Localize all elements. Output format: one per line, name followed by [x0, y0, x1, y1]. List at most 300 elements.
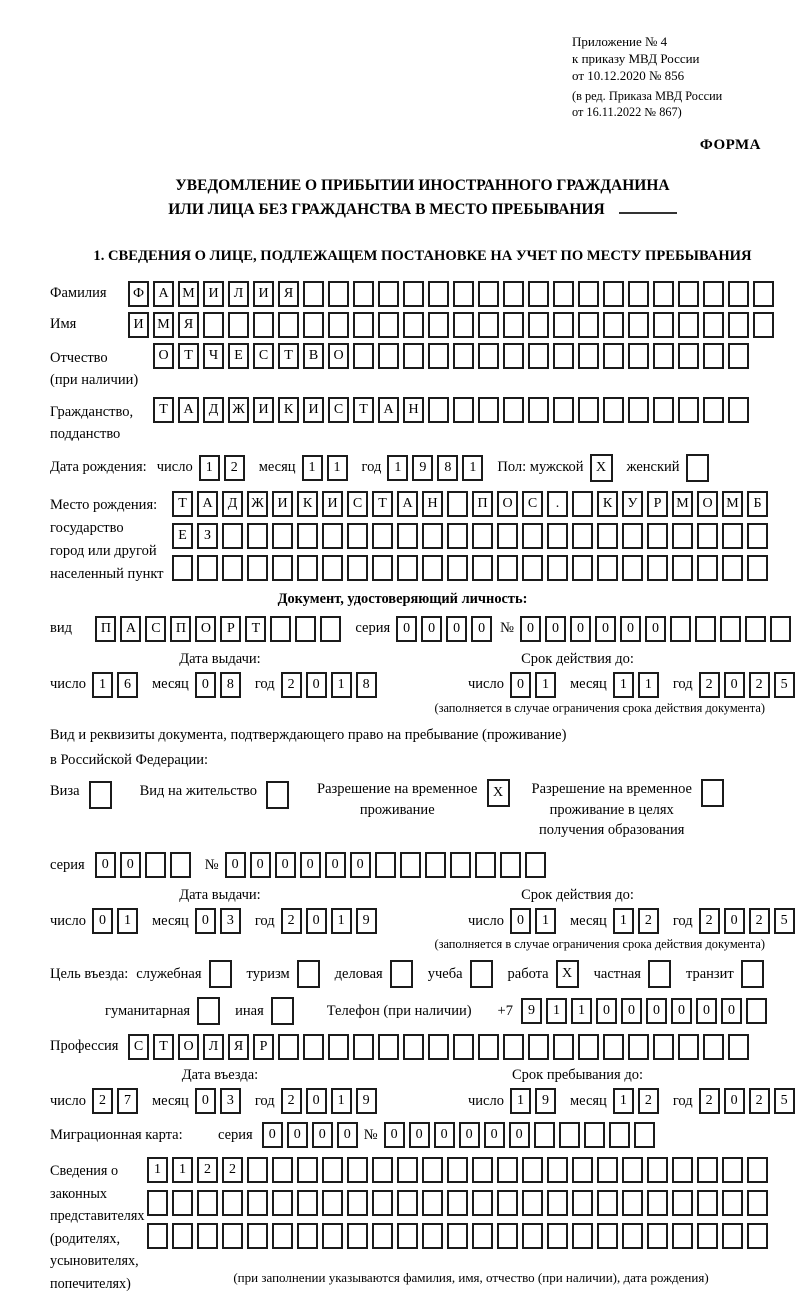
char-box[interactable]: 0	[287, 1122, 308, 1148]
char-box[interactable]: Т	[353, 397, 374, 423]
char-box[interactable]: 9	[535, 1088, 556, 1114]
char-box[interactable]: Е	[228, 343, 249, 369]
char-box[interactable]	[672, 1157, 693, 1183]
char-box[interactable]: А	[178, 397, 199, 423]
char-box[interactable]	[647, 1223, 668, 1249]
char-box[interactable]: Р	[647, 491, 668, 517]
char-box[interactable]	[647, 1190, 668, 1216]
char-box[interactable]	[547, 1190, 568, 1216]
char-box[interactable]	[450, 852, 471, 878]
char-box[interactable]	[497, 1190, 518, 1216]
char-box[interactable]	[478, 281, 499, 307]
char-box[interactable]	[747, 555, 768, 581]
char-box[interactable]: Я	[178, 312, 199, 338]
char-box[interactable]: 1	[613, 1088, 634, 1114]
char-box[interactable]: П	[472, 491, 493, 517]
char-box[interactable]	[297, 1190, 318, 1216]
char-box[interactable]: 0	[312, 1122, 333, 1148]
char-box[interactable]: 0	[120, 852, 141, 878]
char-box[interactable]: И	[253, 281, 274, 307]
char-box[interactable]	[503, 343, 524, 369]
char-box[interactable]	[634, 1122, 655, 1148]
char-box[interactable]: И	[253, 397, 274, 423]
char-box[interactable]	[378, 312, 399, 338]
char-box[interactable]	[728, 312, 749, 338]
char-box[interactable]	[722, 1157, 743, 1183]
char-box[interactable]: 0	[721, 998, 742, 1024]
char-box[interactable]	[653, 312, 674, 338]
char-box[interactable]: Т	[245, 616, 266, 642]
char-box[interactable]	[572, 523, 593, 549]
char-box[interactable]: А	[397, 491, 418, 517]
char-box[interactable]: Т	[172, 491, 193, 517]
char-box[interactable]	[547, 523, 568, 549]
char-box[interactable]: 2	[749, 1088, 770, 1114]
char-box[interactable]: 2	[197, 1157, 218, 1183]
char-box[interactable]: 0	[459, 1122, 480, 1148]
char-box[interactable]	[447, 1157, 468, 1183]
char-box[interactable]: 0	[724, 908, 745, 934]
char-box[interactable]: Д	[203, 397, 224, 423]
char-box[interactable]: О	[328, 343, 349, 369]
char-box[interactable]: Е	[172, 523, 193, 549]
option-humanitarian-checkbox[interactable]	[197, 997, 220, 1025]
char-box[interactable]: 1	[638, 672, 659, 698]
char-box[interactable]	[428, 343, 449, 369]
char-box[interactable]: Н	[422, 491, 443, 517]
char-box[interactable]: 1	[462, 455, 483, 481]
char-box[interactable]	[353, 312, 374, 338]
char-box[interactable]	[447, 491, 468, 517]
char-box[interactable]: 6	[117, 672, 138, 698]
char-box[interactable]: 0	[509, 1122, 530, 1148]
char-box[interactable]	[328, 281, 349, 307]
char-box[interactable]	[372, 1157, 393, 1183]
char-box[interactable]: 2	[224, 455, 245, 481]
option-tourism-checkbox[interactable]	[297, 960, 320, 988]
char-box[interactable]: 0	[409, 1122, 430, 1148]
char-box[interactable]	[147, 1223, 168, 1249]
char-box[interactable]	[447, 523, 468, 549]
char-box[interactable]: Ф	[128, 281, 149, 307]
char-box[interactable]	[403, 312, 424, 338]
char-box[interactable]: Т	[178, 343, 199, 369]
char-box[interactable]	[145, 852, 166, 878]
char-box[interactable]	[278, 1034, 299, 1060]
char-box[interactable]	[478, 343, 499, 369]
char-box[interactable]	[453, 397, 474, 423]
char-box[interactable]	[422, 1157, 443, 1183]
char-box[interactable]: 0	[724, 1088, 745, 1114]
char-box[interactable]	[172, 1223, 193, 1249]
char-box[interactable]	[672, 523, 693, 549]
char-box[interactable]	[678, 312, 699, 338]
char-box[interactable]	[472, 1157, 493, 1183]
char-box[interactable]	[578, 343, 599, 369]
char-box[interactable]	[428, 312, 449, 338]
char-box[interactable]	[528, 343, 549, 369]
char-box[interactable]: 9	[412, 455, 433, 481]
char-box[interactable]	[578, 312, 599, 338]
char-box[interactable]	[247, 1157, 268, 1183]
char-box[interactable]	[270, 616, 291, 642]
char-box[interactable]: А	[120, 616, 141, 642]
char-box[interactable]	[603, 397, 624, 423]
char-box[interactable]: 2	[281, 908, 302, 934]
char-box[interactable]: 1	[117, 908, 138, 934]
char-box[interactable]: 0	[434, 1122, 455, 1148]
char-box[interactable]	[747, 523, 768, 549]
char-box[interactable]	[697, 555, 718, 581]
char-box[interactable]	[272, 523, 293, 549]
char-box[interactable]	[653, 397, 674, 423]
char-box[interactable]	[722, 555, 743, 581]
char-box[interactable]: З	[197, 523, 218, 549]
char-box[interactable]: У	[622, 491, 643, 517]
char-box[interactable]	[428, 397, 449, 423]
char-box[interactable]: С	[347, 491, 368, 517]
char-box[interactable]: 1	[327, 455, 348, 481]
char-box[interactable]	[747, 1190, 768, 1216]
char-box[interactable]	[500, 852, 521, 878]
char-box[interactable]	[703, 281, 724, 307]
char-box[interactable]: 0	[595, 616, 616, 642]
char-box[interactable]	[403, 281, 424, 307]
char-box[interactable]: 0	[195, 672, 216, 698]
char-box[interactable]	[272, 1157, 293, 1183]
char-box[interactable]	[628, 397, 649, 423]
char-box[interactable]	[400, 852, 421, 878]
char-box[interactable]: 0	[570, 616, 591, 642]
char-box[interactable]: 8	[356, 672, 377, 698]
char-box[interactable]	[478, 397, 499, 423]
char-box[interactable]	[622, 1190, 643, 1216]
char-box[interactable]: Т	[372, 491, 393, 517]
char-box[interactable]: 0	[384, 1122, 405, 1148]
char-box[interactable]	[497, 1223, 518, 1249]
char-box[interactable]: 2	[749, 672, 770, 698]
char-box[interactable]	[522, 1190, 543, 1216]
char-box[interactable]: 2	[699, 908, 720, 934]
char-box[interactable]	[553, 397, 574, 423]
char-box[interactable]: 0	[520, 616, 541, 642]
char-box[interactable]	[722, 1223, 743, 1249]
char-box[interactable]	[295, 616, 316, 642]
char-box[interactable]	[522, 555, 543, 581]
char-box[interactable]	[678, 397, 699, 423]
char-box[interactable]	[278, 312, 299, 338]
char-box[interactable]: 1	[571, 998, 592, 1024]
char-box[interactable]	[746, 998, 767, 1024]
char-box[interactable]: С	[522, 491, 543, 517]
char-box[interactable]	[528, 281, 549, 307]
char-box[interactable]: С	[253, 343, 274, 369]
char-box[interactable]	[720, 616, 741, 642]
char-box[interactable]	[497, 523, 518, 549]
char-box[interactable]: О	[195, 616, 216, 642]
char-box[interactable]	[695, 616, 716, 642]
char-box[interactable]: 1	[331, 908, 352, 934]
char-box[interactable]	[197, 1190, 218, 1216]
char-box[interactable]: 8	[437, 455, 458, 481]
char-box[interactable]	[578, 1034, 599, 1060]
char-box[interactable]	[425, 852, 446, 878]
char-box[interactable]	[303, 312, 324, 338]
char-box[interactable]	[747, 1157, 768, 1183]
char-box[interactable]	[372, 555, 393, 581]
char-box[interactable]	[553, 281, 574, 307]
char-box[interactable]	[378, 281, 399, 307]
option-transit-checkbox[interactable]	[741, 960, 764, 988]
char-box[interactable]	[197, 1223, 218, 1249]
char-box[interactable]	[222, 555, 243, 581]
char-box[interactable]: 1	[387, 455, 408, 481]
char-box[interactable]	[472, 555, 493, 581]
char-box[interactable]	[422, 1223, 443, 1249]
char-box[interactable]: И	[203, 281, 224, 307]
char-box[interactable]	[572, 1223, 593, 1249]
char-box[interactable]	[397, 1223, 418, 1249]
char-box[interactable]	[572, 1157, 593, 1183]
char-box[interactable]: 0	[306, 1088, 327, 1114]
char-box[interactable]	[272, 555, 293, 581]
char-box[interactable]: 1	[199, 455, 220, 481]
char-box[interactable]: 0	[92, 908, 113, 934]
char-box[interactable]: А	[197, 491, 218, 517]
char-box[interactable]	[628, 281, 649, 307]
char-box[interactable]	[447, 555, 468, 581]
char-box[interactable]	[622, 523, 643, 549]
char-box[interactable]: Н	[403, 397, 424, 423]
char-box[interactable]	[703, 343, 724, 369]
char-box[interactable]: 1	[535, 908, 556, 934]
char-box[interactable]: С	[328, 397, 349, 423]
char-box[interactable]: 5	[774, 672, 795, 698]
char-box[interactable]: И	[322, 491, 343, 517]
option-other-checkbox[interactable]	[271, 997, 294, 1025]
char-box[interactable]	[403, 1034, 424, 1060]
char-box[interactable]	[253, 312, 274, 338]
char-box[interactable]	[247, 1190, 268, 1216]
char-box[interactable]: В	[303, 343, 324, 369]
char-box[interactable]: 1	[535, 672, 556, 698]
char-box[interactable]	[297, 1157, 318, 1183]
char-box[interactable]	[422, 1190, 443, 1216]
char-box[interactable]: 1	[613, 672, 634, 698]
char-box[interactable]	[603, 312, 624, 338]
char-box[interactable]	[628, 312, 649, 338]
char-box[interactable]	[478, 1034, 499, 1060]
char-box[interactable]: М	[178, 281, 199, 307]
char-box[interactable]	[422, 523, 443, 549]
char-box[interactable]: 1	[172, 1157, 193, 1183]
char-box[interactable]	[347, 1190, 368, 1216]
char-box[interactable]	[447, 1190, 468, 1216]
char-box[interactable]: П	[170, 616, 191, 642]
char-box[interactable]	[528, 397, 549, 423]
checkbox-cell[interactable]	[686, 454, 709, 482]
char-box[interactable]: Я	[228, 1034, 249, 1060]
char-box[interactable]	[647, 555, 668, 581]
char-box[interactable]	[378, 1034, 399, 1060]
char-box[interactable]	[722, 523, 743, 549]
char-box[interactable]	[534, 1122, 555, 1148]
char-box[interactable]: Т	[153, 1034, 174, 1060]
char-box[interactable]: 2	[281, 672, 302, 698]
char-box[interactable]	[728, 281, 749, 307]
char-box[interactable]	[347, 1157, 368, 1183]
char-box[interactable]	[322, 1223, 343, 1249]
char-box[interactable]	[497, 1157, 518, 1183]
char-box[interactable]: 8	[220, 672, 241, 698]
char-box[interactable]	[297, 1223, 318, 1249]
char-box[interactable]	[397, 555, 418, 581]
char-box[interactable]: 1	[302, 455, 323, 481]
char-box[interactable]	[478, 312, 499, 338]
char-box[interactable]	[472, 1223, 493, 1249]
char-box[interactable]	[353, 281, 374, 307]
option-business-checkbox[interactable]	[390, 960, 413, 988]
char-box[interactable]: 0	[195, 908, 216, 934]
char-box[interactable]	[475, 852, 496, 878]
char-box[interactable]	[522, 523, 543, 549]
char-box[interactable]: М	[672, 491, 693, 517]
char-box[interactable]: 1	[613, 908, 634, 934]
char-box[interactable]	[197, 555, 218, 581]
char-box[interactable]: 0	[275, 852, 296, 878]
char-box[interactable]: 0	[262, 1122, 283, 1148]
char-box[interactable]	[603, 1034, 624, 1060]
char-box[interactable]: К	[597, 491, 618, 517]
char-box[interactable]	[647, 1157, 668, 1183]
char-box[interactable]: М	[722, 491, 743, 517]
char-box[interactable]: 0	[325, 852, 346, 878]
char-box[interactable]	[528, 312, 549, 338]
char-box[interactable]	[147, 1190, 168, 1216]
char-box[interactable]	[222, 1223, 243, 1249]
char-box[interactable]	[670, 616, 691, 642]
char-box[interactable]	[347, 523, 368, 549]
char-box[interactable]	[722, 1190, 743, 1216]
char-box[interactable]: .	[547, 491, 568, 517]
char-box[interactable]	[347, 1223, 368, 1249]
char-box[interactable]	[453, 312, 474, 338]
char-box[interactable]: Л	[203, 1034, 224, 1060]
char-box[interactable]	[678, 343, 699, 369]
char-box[interactable]	[397, 523, 418, 549]
char-box[interactable]	[375, 852, 396, 878]
char-box[interactable]	[272, 1223, 293, 1249]
char-box[interactable]: 0	[484, 1122, 505, 1148]
char-box[interactable]: М	[153, 312, 174, 338]
char-box[interactable]	[353, 343, 374, 369]
char-box[interactable]	[203, 312, 224, 338]
char-box[interactable]: Ж	[228, 397, 249, 423]
char-box[interactable]	[522, 1223, 543, 1249]
checkbox-cell[interactable]: X	[590, 454, 613, 482]
char-box[interactable]	[472, 1190, 493, 1216]
checkbox-cell[interactable]	[701, 779, 724, 807]
char-box[interactable]	[528, 1034, 549, 1060]
char-box[interactable]: Д	[222, 491, 243, 517]
char-box[interactable]	[753, 312, 774, 338]
char-box[interactable]	[372, 523, 393, 549]
char-box[interactable]: О	[153, 343, 174, 369]
char-box[interactable]	[503, 281, 524, 307]
char-box[interactable]: 0	[620, 616, 641, 642]
char-box[interactable]: 2	[699, 672, 720, 698]
char-box[interactable]: 0	[225, 852, 246, 878]
char-box[interactable]	[503, 397, 524, 423]
char-box[interactable]: 0	[195, 1088, 216, 1114]
char-box[interactable]: 0	[696, 998, 717, 1024]
char-box[interactable]: Р	[253, 1034, 274, 1060]
char-box[interactable]	[403, 343, 424, 369]
char-box[interactable]	[547, 1157, 568, 1183]
char-box[interactable]	[303, 1034, 324, 1060]
char-box[interactable]: 0	[646, 998, 667, 1024]
char-box[interactable]	[353, 1034, 374, 1060]
char-box[interactable]	[597, 1157, 618, 1183]
char-box[interactable]	[372, 1223, 393, 1249]
char-box[interactable]	[572, 1190, 593, 1216]
char-box[interactable]	[603, 343, 624, 369]
char-box[interactable]	[447, 1223, 468, 1249]
char-box[interactable]: 2	[638, 908, 659, 934]
char-box[interactable]	[397, 1190, 418, 1216]
char-box[interactable]: 0	[396, 616, 417, 642]
char-box[interactable]: 0	[671, 998, 692, 1024]
char-box[interactable]	[559, 1122, 580, 1148]
char-box[interactable]	[378, 343, 399, 369]
option-official-checkbox[interactable]	[209, 960, 232, 988]
char-box[interactable]	[678, 281, 699, 307]
char-box[interactable]	[525, 852, 546, 878]
char-box[interactable]: 2	[92, 1088, 113, 1114]
char-box[interactable]	[609, 1122, 630, 1148]
checkbox-cell[interactable]	[89, 781, 112, 809]
char-box[interactable]	[622, 1223, 643, 1249]
char-box[interactable]	[697, 1157, 718, 1183]
char-box[interactable]	[297, 555, 318, 581]
char-box[interactable]	[553, 1034, 574, 1060]
char-box[interactable]: 0	[95, 852, 116, 878]
char-box[interactable]	[320, 616, 341, 642]
char-box[interactable]: 0	[596, 998, 617, 1024]
char-box[interactable]	[453, 343, 474, 369]
char-box[interactable]	[328, 1034, 349, 1060]
char-box[interactable]: Р	[220, 616, 241, 642]
char-box[interactable]	[745, 616, 766, 642]
char-box[interactable]	[172, 555, 193, 581]
char-box[interactable]	[322, 1190, 343, 1216]
char-box[interactable]: Б	[747, 491, 768, 517]
char-box[interactable]	[703, 1034, 724, 1060]
char-box[interactable]	[547, 555, 568, 581]
option-work-checkbox[interactable]: X	[556, 960, 579, 988]
char-box[interactable]	[372, 1190, 393, 1216]
char-box[interactable]	[322, 1157, 343, 1183]
char-box[interactable]: 2	[222, 1157, 243, 1183]
char-box[interactable]	[628, 343, 649, 369]
char-box[interactable]	[222, 1190, 243, 1216]
char-box[interactable]: 0	[306, 908, 327, 934]
char-box[interactable]	[628, 1034, 649, 1060]
char-box[interactable]: 0	[510, 672, 531, 698]
char-box[interactable]	[170, 852, 191, 878]
char-box[interactable]	[597, 555, 618, 581]
char-box[interactable]	[422, 555, 443, 581]
